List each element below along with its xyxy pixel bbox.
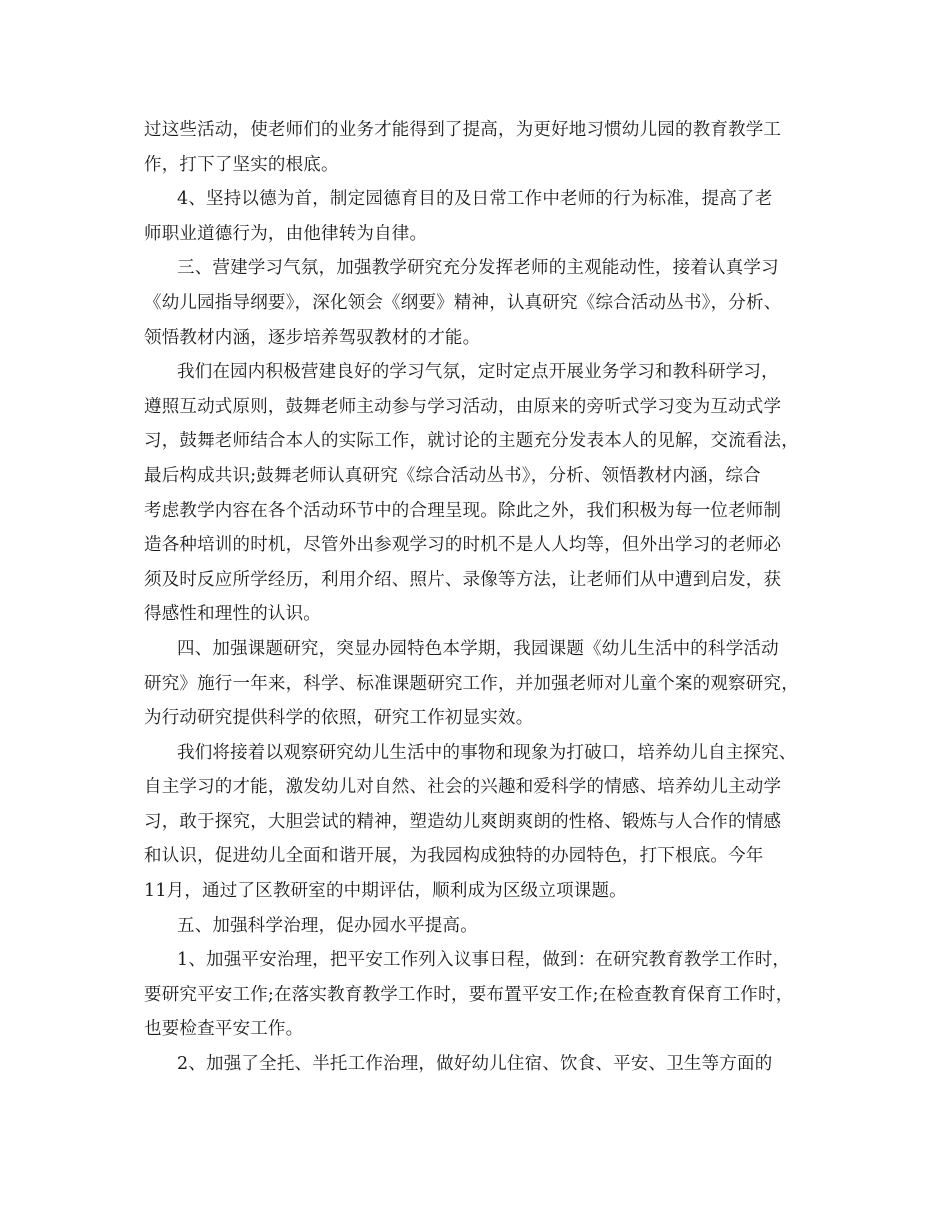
text-line: 过这些活动，使老师们的业务才能得到了提高，为更好地习惯幼儿园的教育教学工	[144, 120, 782, 140]
text-line: 2、加强了全托、半托工作治理，做好幼儿住宿、饮食、平安、卫生等方面的	[177, 1054, 773, 1075]
text-line: 1、加强平安治理，把平安工作列入议事日程，做到：在研究教育教学工作时，	[177, 950, 791, 971]
text-line: 师职业道德行为，由他律转为自律。	[144, 223, 428, 244]
text-line: 自主学习的才能，激发幼儿对自然、社会的兴趣和爱科学的情感、培养幼儿主动学	[144, 777, 782, 798]
text-line: 为行动研究提供科学的依照，研究工作初显实效。	[144, 708, 534, 729]
text-line: 得感性和理性的认识。	[144, 604, 321, 625]
text-line: 领悟教材内涵，逐步培养驾驭教材的才能。	[144, 327, 481, 348]
text-line: 4、坚持以德为首，制定园德育目的及日常工作中老师的行为标准，提高了老	[177, 189, 773, 210]
text-line: 我们在园内积极营建良好的学习气氛，定时定点开展业务学习和教科研学习，	[177, 362, 779, 383]
text-line: 11月，通过了区教研室的中期评估，顺利成为区级立项课题。	[144, 881, 627, 902]
text-line: 最后构成共识;鼓舞老师认真研究《综合活动丛书》，分析、领悟教材内涵，综合	[144, 465, 761, 486]
text-line: 习，鼓舞老师结合本人的实际工作，就讨论的主题充分发表本人的见解，交流看法，	[144, 431, 799, 452]
text-line: 遵照互动式原则，鼓舞老师主动参与学习活动，由原来的旁听式学习变为互动式学	[144, 396, 782, 417]
text-line: 四、加强课题研究，突显办园特色本学期，我园课题《幼儿生活中的科学活动	[177, 638, 779, 659]
text-line: 须及时反应所学经历，利用介绍、照片、录像等方法，让老师们从中遭到启发，获	[144, 569, 782, 590]
text-line: 我们将接着以观察研究幼儿生活中的事物和现象为打破口，培养幼儿自主探究、	[177, 742, 797, 763]
text-line: 《幼儿园指导纲要》，深化领会《纲要》精神，认真研究《综合活动丛书》，分析、	[144, 292, 782, 313]
text-line: 三、营建学习气氛，加强教学研究充分发挥老师的主观能动性，接着认真学习	[177, 258, 779, 279]
document-body	[144, 113, 816, 1082]
text-line: 研究》施行一年来，科学、标准课题研究工作，并加强老师对儿童个案的观察研究，	[144, 673, 799, 694]
text-line: 要研究平安工作;在落实教育教学工作时，要布置平安工作;在检查教育保育工作时，	[144, 984, 794, 1005]
text-line: 考虑教学内容在各个活动环节中的合理呈现。除此之外，我们积极为每一位老师制	[144, 500, 782, 521]
text-line: 五、加强科学治理，促办园水平提高。	[177, 915, 478, 936]
text-line: 也要检查平安工作。	[144, 1019, 304, 1040]
text-line: 造各种培训的时机，尽管外出参观学习的时机不是人人均等，但外出学习的老师必	[144, 535, 782, 556]
text-line: 作，打下了坚实的根底。	[144, 154, 339, 175]
text-line: 习，敢于探究，大胆尝试的精神，塑造幼儿爽朗爽朗的性格、锻炼与人合作的情感	[144, 811, 782, 832]
text-line: 和认识，促进幼儿全面和谐开展，为我园构成独特的办园特色，打下根底。今年	[144, 846, 764, 867]
